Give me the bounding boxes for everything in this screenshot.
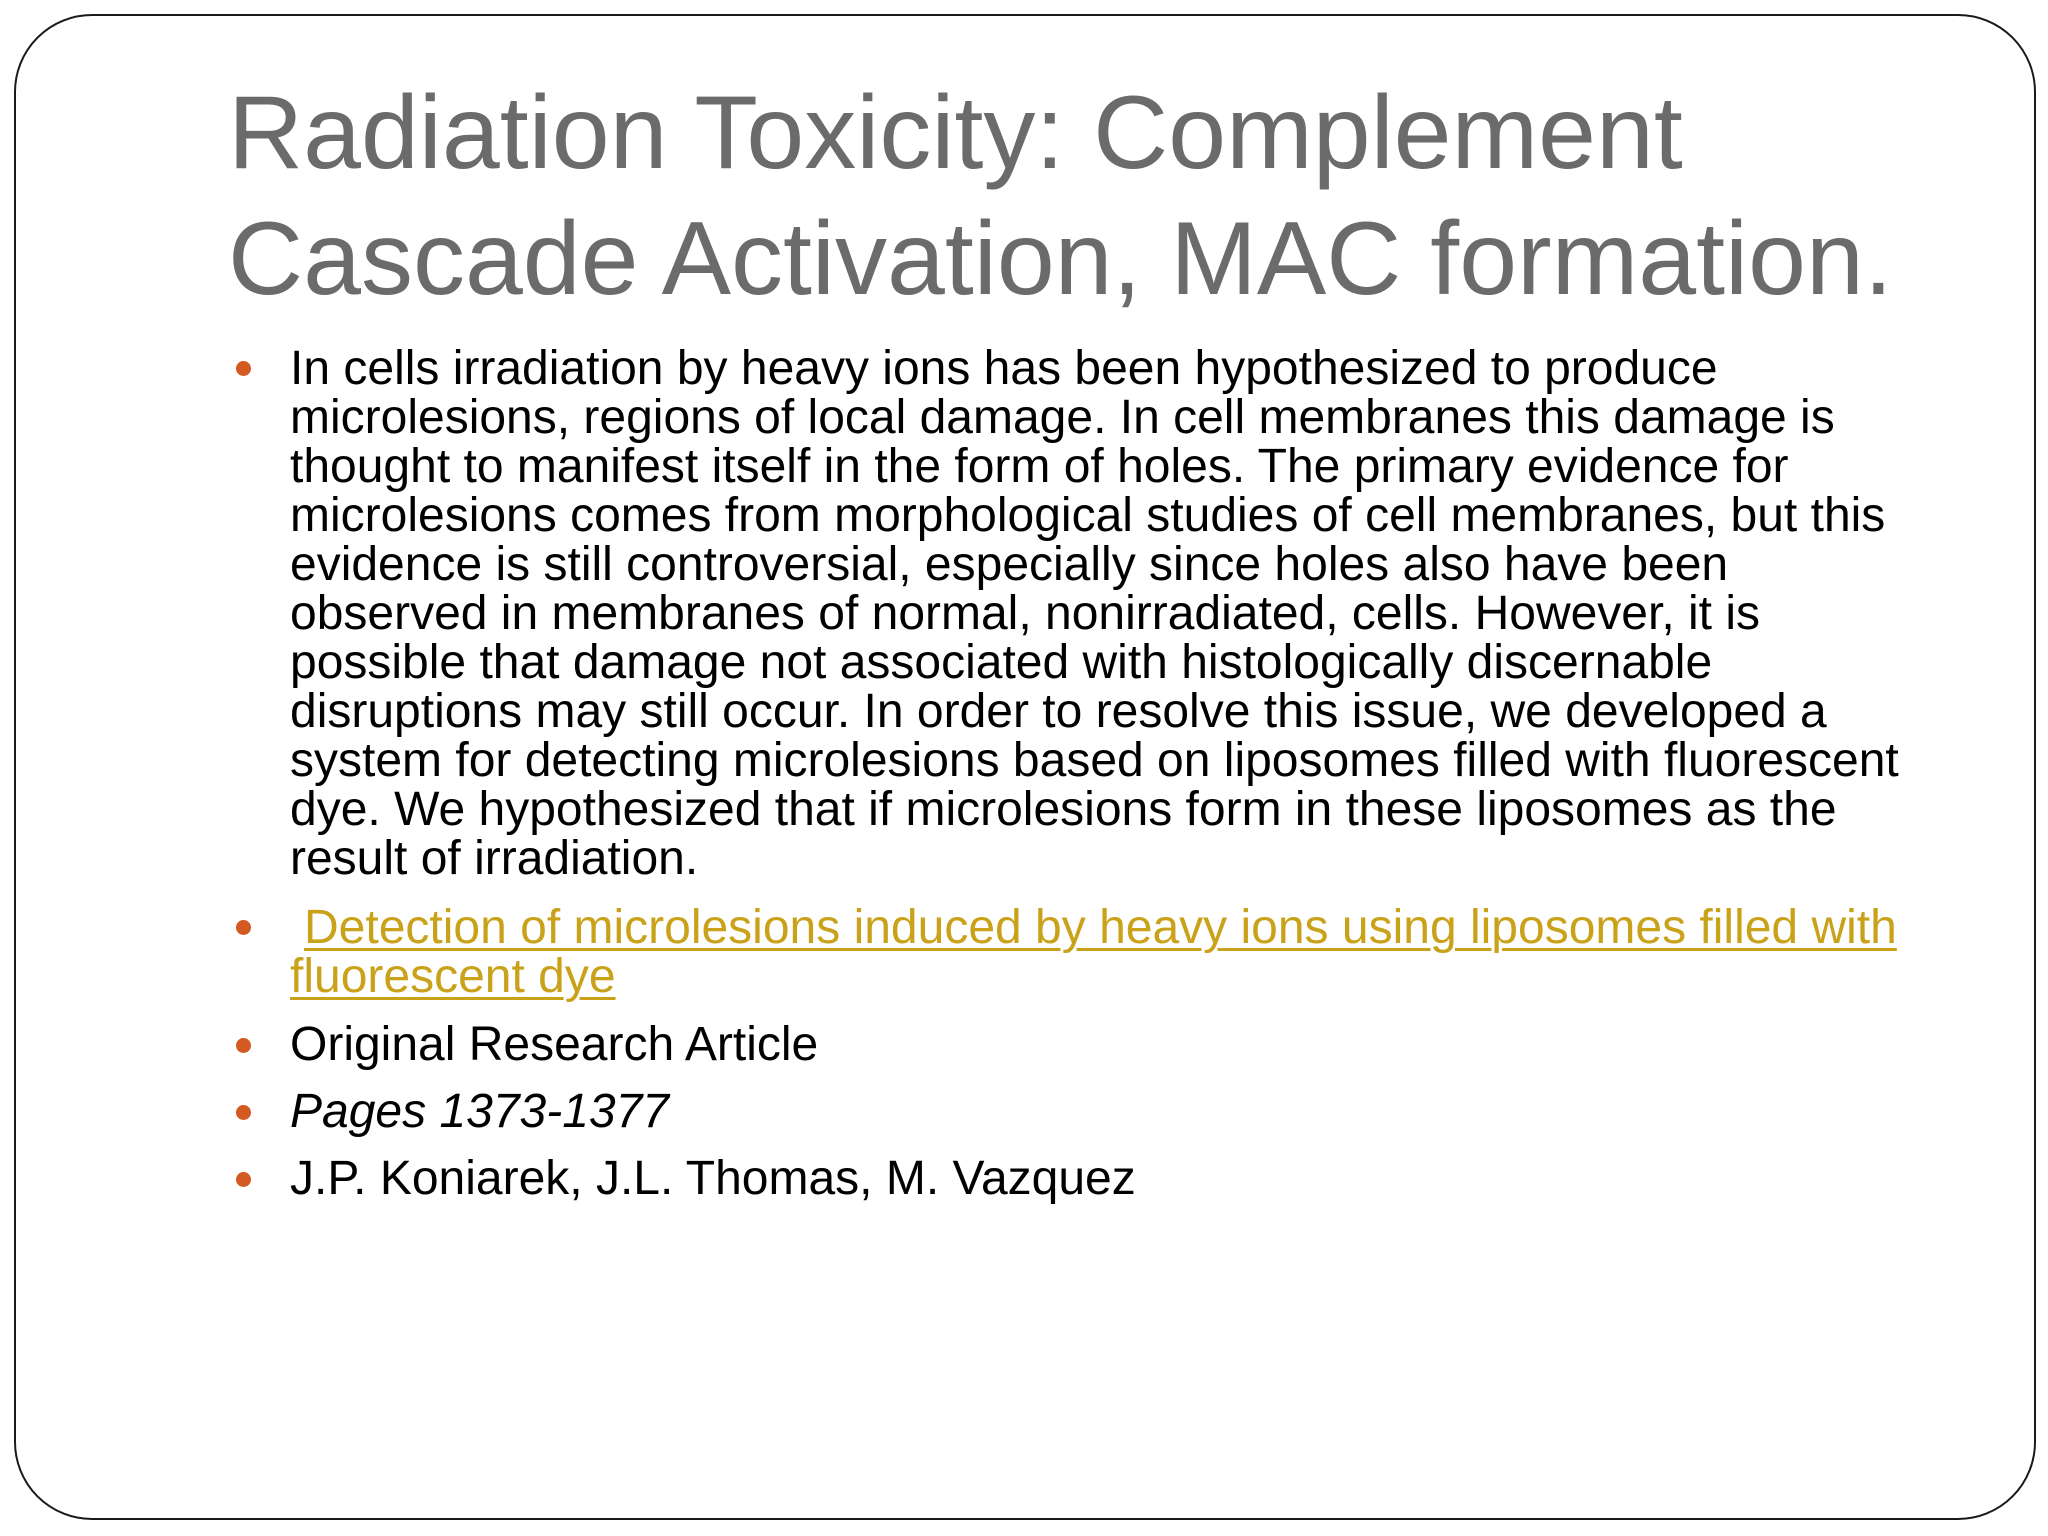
article-link[interactable]: Detection of microlesions induced by heavy ions using liposomes filled with fluorescent dye: [290, 901, 1897, 1003]
bullet-dot-icon: [236, 1172, 251, 1187]
list-item-article-type: [228, 1017, 1928, 1073]
abstract-text: In cells irradiation by heavy ions has been hypothesized to produce microlesions, regions of local damage. In cell membranes this damage is thought to manifest itself in the form of holes. The primary evidence for microlesions comes from morphological studies of cell membranes, but this evidence is still controversial, especially since holes also have been observed in membranes of normal, nonirradiated, cells. However, it is possible that damage not associated with histologically discernable disruptions may still occur. In order to resolve this issue, we developed a system for detecting microlesions based on liposomes filled with fluorescent dye. We hypothesized that if microlesions form in these liposomes as the result of irradiation.: [290, 342, 1899, 885]
article-type-text: Original Research Article: [290, 1018, 819, 1071]
slide: [14, 14, 2036, 1520]
bullet-dot-icon: [236, 1038, 251, 1053]
bullet-dot-icon: [236, 920, 251, 935]
list-item-abstract: [228, 344, 1928, 883]
bullet-dot-icon: [236, 1105, 251, 1120]
list-item-pages: [228, 1084, 1928, 1140]
slide-title: Radiation Toxicity: Complement Cascade Activation, MAC formation.: [228, 75, 1893, 317]
pages-text: Pages 1373-1377: [290, 1085, 669, 1138]
bullet-list: [228, 344, 1928, 1218]
list-item-link: [228, 903, 1928, 1001]
authors-text: J.P. Koniarek, J.L. Thomas, M. Vazquez: [290, 1152, 1136, 1205]
bullet-dot-icon: [236, 361, 251, 376]
list-item-authors: [228, 1151, 1928, 1207]
